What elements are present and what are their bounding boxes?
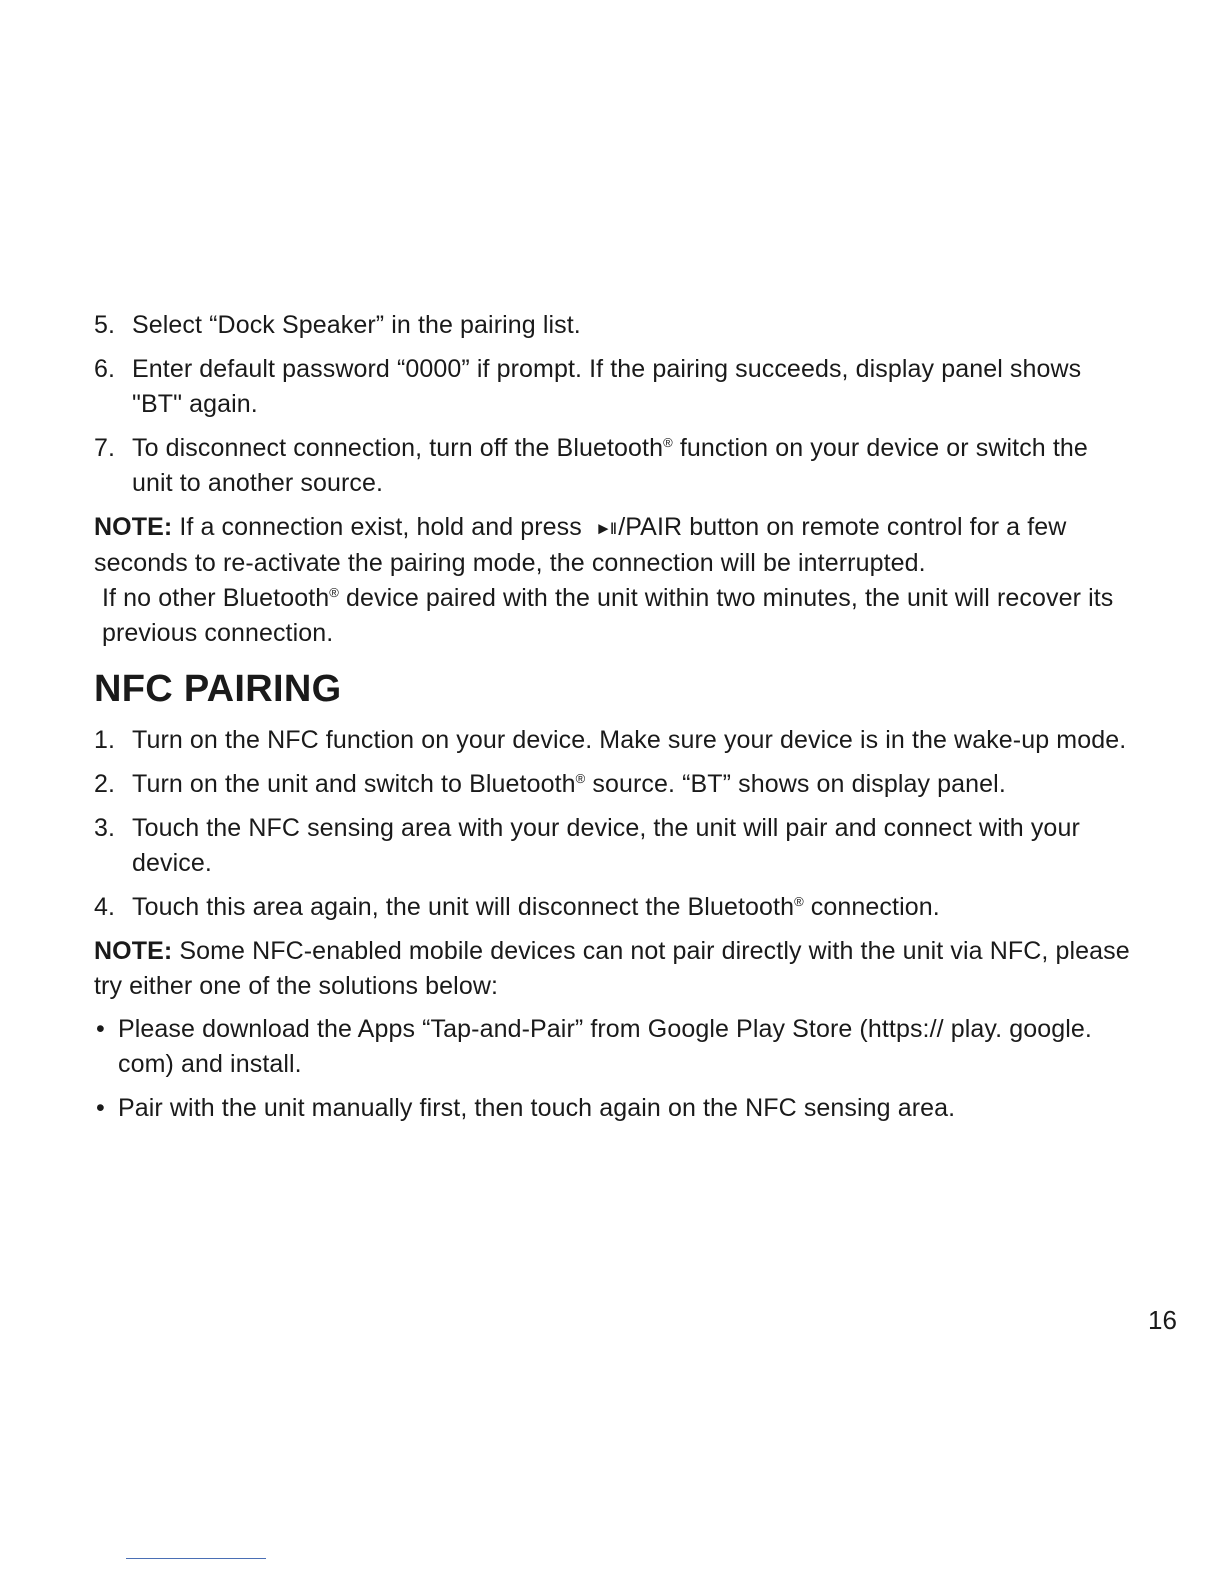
nfc-step-4 bbox=[94, 890, 1134, 925]
pairing-step-7 bbox=[94, 431, 1134, 501]
registered-mark: ® bbox=[663, 435, 673, 450]
step-number: 6. bbox=[94, 355, 116, 383]
footer-divider bbox=[126, 1558, 266, 1559]
note-label: NOTE: bbox=[94, 513, 173, 541]
step-text-after: function on your device or switch the unit to another source. bbox=[132, 434, 1088, 497]
step-text-before: Touch this area again, the unit will disconnect the Bluetooth bbox=[132, 893, 795, 921]
nfc-step-2 bbox=[94, 767, 1134, 802]
step-text: Select “Dock Speaker” in the pairing list. bbox=[132, 311, 581, 339]
note-extra-after: device paired with the unit within two minutes, the unit will recover its previous connection. bbox=[102, 584, 1114, 647]
note-text-before: If a connection exist, hold and press bbox=[179, 513, 589, 541]
page-number: 16 bbox=[1148, 1305, 1177, 1335]
solution-item bbox=[94, 1012, 1134, 1082]
solution-item bbox=[94, 1091, 1134, 1126]
nfc-step-1 bbox=[94, 723, 1134, 758]
step-text: Touch the NFC sensing area with your device, the unit will pair and connect with your device. bbox=[132, 814, 1080, 877]
registered-mark: ® bbox=[329, 585, 339, 600]
note-nfc-compatibility bbox=[94, 934, 1134, 1004]
pairing-step-6 bbox=[94, 352, 1134, 422]
step-text: Enter default password “0000” if prompt. If the pairing succeeds, display panel shows "BT" again. bbox=[132, 355, 1082, 418]
note-text-after: /PAIR button on remote control for a few seconds to re-activate the pairing mode, the connection will be interrupted. bbox=[94, 513, 1067, 577]
note-label: NOTE: bbox=[94, 937, 173, 965]
step-text-before: Turn on the unit and switch to Bluetooth bbox=[132, 770, 576, 798]
step-number: 5. bbox=[94, 311, 116, 339]
note-text: Some NFC-enabled mobile devices can not pair directly with the unit via NFC, please try either one of the solutions below: bbox=[94, 937, 1130, 1000]
nfc-step-3 bbox=[94, 811, 1134, 881]
step-number: 7. bbox=[94, 434, 116, 462]
play-pause-icon: ►II bbox=[594, 519, 616, 538]
registered-mark: ® bbox=[794, 894, 804, 909]
step-number: 1. bbox=[94, 726, 116, 754]
registered-mark: ® bbox=[575, 771, 586, 786]
step-text-after: source. “BT” shows on display panel. bbox=[585, 770, 1006, 798]
bullet-icon: • bbox=[96, 1015, 105, 1043]
step-number: 2. bbox=[94, 770, 116, 798]
step-text-after: connection. bbox=[803, 893, 940, 921]
section-heading-nfc-pairing: NFC PAIRING bbox=[94, 668, 342, 710]
note-extra bbox=[94, 581, 1134, 651]
step-number: 4. bbox=[94, 893, 116, 921]
solution-text: Please download the Apps “Tap-and-Pair” from Google Play Store (https:// play. google. com) and install. bbox=[118, 1015, 1092, 1078]
manual-content bbox=[94, 308, 1134, 1135]
bullet-icon: • bbox=[96, 1094, 105, 1122]
note-extra-before: If no other Bluetooth bbox=[102, 584, 330, 612]
note-reconnect bbox=[94, 510, 1134, 651]
step-text-before: To disconnect connection, turn off the Bluetooth bbox=[132, 434, 664, 462]
solution-text: Pair with the unit manually first, then touch again on the NFC sensing area. bbox=[118, 1094, 956, 1122]
pairing-step-5 bbox=[94, 308, 1134, 343]
step-text: Turn on the NFC function on your device. Make sure your device is in the wake-up mode. bbox=[132, 726, 1127, 754]
step-number: 3. bbox=[94, 814, 116, 842]
